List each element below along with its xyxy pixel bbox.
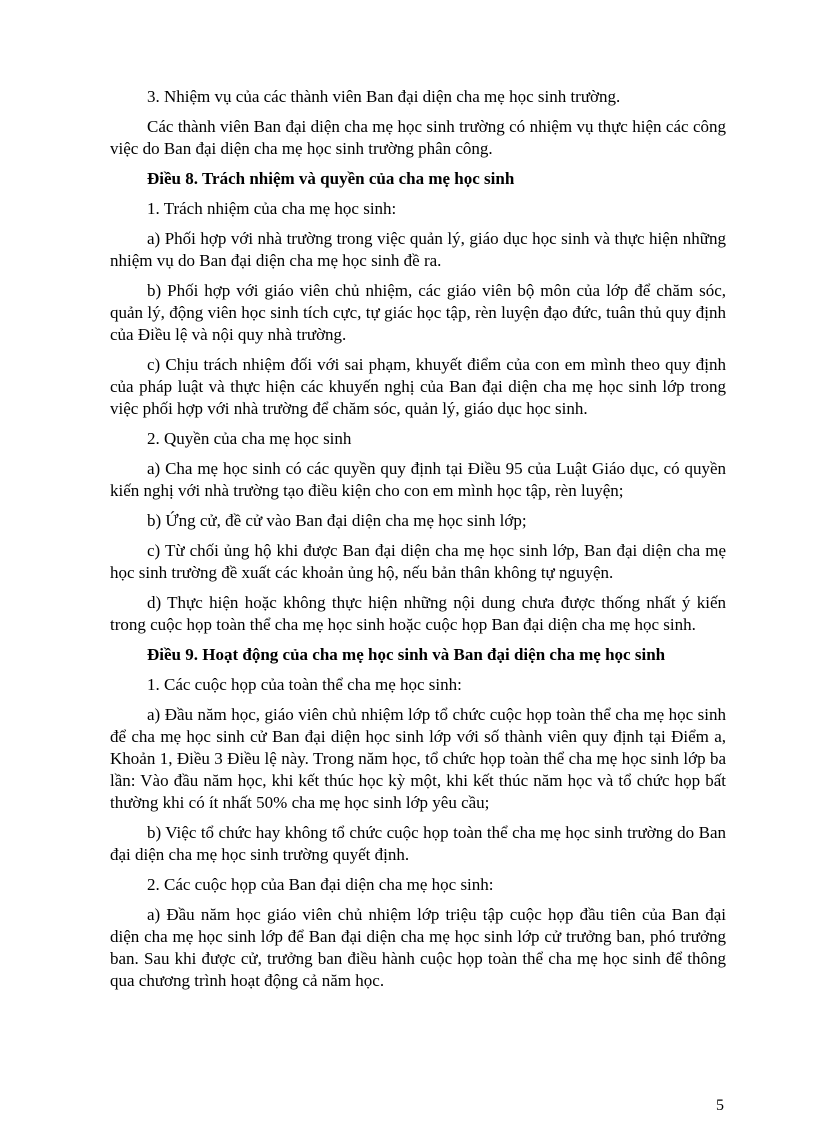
paragraph-meetings-heading: 1. Các cuộc họp của toàn thể cha mẹ học sinh:	[147, 675, 462, 694]
paragraph-rights-a: a) Cha mẹ học sinh có các quyền quy định tại Điều 95 của Luật Giáo dục, có quyền kiến nghị với nhà trường tạo điều kiện cho con em mình học tập, rèn luyện;	[110, 459, 726, 500]
paragraph-meetings-b: b) Việc tổ chức hay không tổ chức cuộc họp toàn thể cha mẹ học sinh trường do Ban đại diện cha mẹ học sinh trường quyết định.	[110, 823, 726, 864]
paragraph-board-meetings-a: a) Đầu năm học giáo viên chủ nhiệm lớp triệu tập cuộc họp đầu tiên của Ban đại diện cha mẹ học sinh lớp để Ban đại diện cha mẹ học sinh lớp cử trưởng ban, phó trưởng ban. Sau khi được cử, trưởng ban điều hành cuộc họp toàn thể cha mẹ học sinh để thông qua chương trình hoạt động cả năm học.	[110, 905, 726, 990]
paragraph-responsibility-heading: 1. Trách nhiệm của cha mẹ học sinh:	[147, 199, 397, 218]
paragraph-responsibility-a: a) Phối hợp với nhà trường trong việc quản lý, giáo dục học sinh và thực hiện những nhiệm vụ do Ban đại diện cha mẹ học sinh đề ra.	[110, 229, 726, 270]
article-8-heading: Điều 8. Trách nhiệm và quyền của cha mẹ học sinh	[147, 169, 515, 188]
article-9-heading: Điều 9. Hoạt động của cha mẹ học sinh và Ban đại diện cha mẹ học sinh	[147, 645, 666, 664]
page-number: 5	[716, 1097, 724, 1114]
paragraph-item-3: 3. Nhiệm vụ của các thành viên Ban đại diện cha mẹ học sinh trường.	[147, 87, 621, 106]
paragraph-rights-c: c) Từ chối ủng hộ khi được Ban đại diện cha mẹ học sinh lớp, Ban đại diện cha mẹ học sinh trường đề xuất các khoản ủng hộ, nếu bản thân không tự nguyện.	[110, 541, 726, 582]
paragraph-rights-b: b) Ứng cử, đề cử vào Ban đại diện cha mẹ học sinh lớp;	[147, 511, 527, 530]
paragraph-duty-description: Các thành viên Ban đại diện cha mẹ học sinh trường có nhiệm vụ thực hiện các công việc do Ban đại diện cha mẹ học sinh trường phân công.	[110, 117, 726, 158]
paragraph-rights-d: d) Thực hiện hoặc không thực hiện những nội dung chưa được thống nhất ý kiến trong cuộc họp toàn thể cha mẹ học sinh hoặc cuộc họp Ban đại diện cha mẹ học sinh.	[110, 593, 726, 634]
paragraph-meetings-a: a) Đầu năm học, giáo viên chủ nhiệm lớp tổ chức cuộc họp toàn thể cha mẹ học sinh để cha mẹ học sinh cử Ban đại diện học sinh lớp với số thành viên quy định tại Điểm a, Khoản 1, Điều 3 Điều lệ này. Trong năm học, tổ chức họp toàn thể cha mẹ học sinh lớp ba lần: Vào đầu năm học, khi kết thúc học kỳ một, khi kết thúc năm học và tổ chức họp bất thường khi có ít nhất 50% cha mẹ học sinh lớp yêu cầu;	[110, 705, 726, 812]
paragraph-board-meetings-heading: 2. Các cuộc họp của Ban đại diện cha mẹ học sinh:	[147, 875, 494, 894]
paragraph-responsibility-b: b) Phối hợp với giáo viên chủ nhiệm, các giáo viên bộ môn của lớp để chăm sóc, quản lý, động viên học sinh tích cực, tự giác học tập, rèn luyện đạo đức, tuân thủ quy định của Điều lệ và nội quy nhà trường.	[110, 281, 726, 344]
paragraph-rights-heading: 2. Quyền của cha mẹ học sinh	[147, 429, 352, 448]
paragraph-responsibility-c: c) Chịu trách nhiệm đối với sai phạm, khuyết điểm của con em mình theo quy định của pháp luật và thực hiện các khuyến nghị của Ban đại diện cha mẹ học sinh lớp trong việc phối hợp với nhà trường để chăm sóc, quản lý, giáo dục học sinh.	[110, 355, 726, 418]
document-page	[110, 86, 726, 1000]
